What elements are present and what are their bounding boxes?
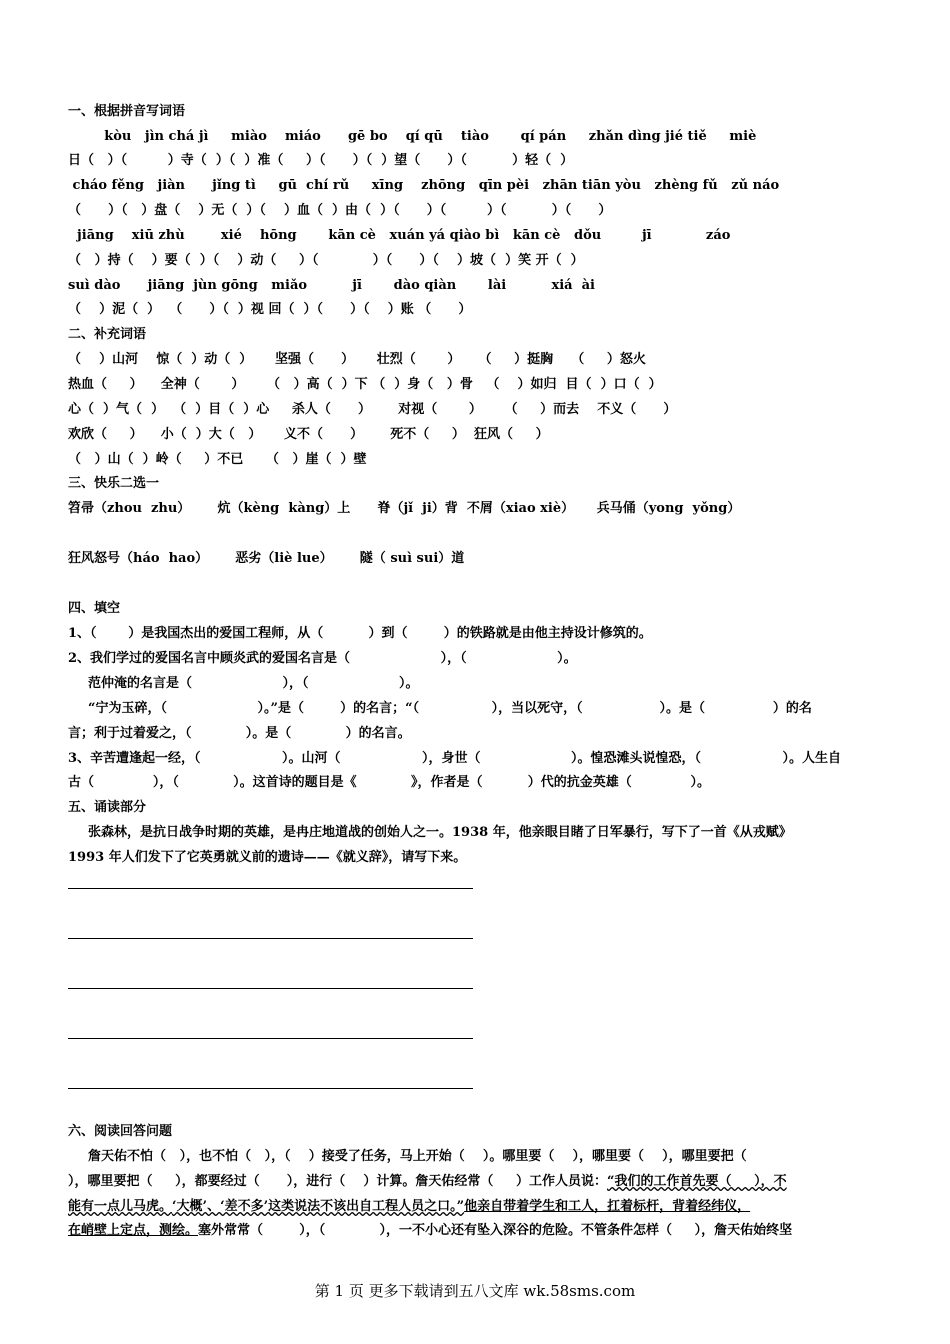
passage-line: 1993 年人们发下了它英勇就义前的遗诗——《就义辞》，请写下来。 [68,850,467,865]
section-4-title: 四、填空 [68,601,121,616]
answer-line[interactable] [68,1088,473,1089]
question-3-line: 古（ ），（ ）。这首诗的题目是《 》，作者是（ ）代的抗金英雄（ ）。 [68,775,711,790]
pinyin-line: cháo fěng jiàn jǐng tì gū chí rǔ xīng zhōng qīn pèi zhān tiān yòu zhèng fǔ zǔ náo [68,178,780,193]
question-1: 1、（ ）是我国杰出的爱国工程师，从（ ）到（ ）的铁路就是由他主持设计修筑的。 [68,626,652,641]
underlined-text: 他亲自带着学生和工人，扛着标杆，背着经纬仪， [464,1199,751,1214]
idiom-line: 心（ ）气（ ） （ ）目（ ）心 杀人（ ） 对视（ ） （ ）而去 不义（ ） [68,402,677,417]
answer-line[interactable] [68,938,473,939]
pinyin-line: suì dào jiāng jùn gōng miǎo jī dào qiàn lài xiá ài [68,278,595,293]
blank-line: （ ）（ ）盘（ ）无（ ）（ ）血（ ）由（ ）（ ）（ ）（ ）（ ） [68,203,612,218]
quoted-text: 能有一点儿马虎。 [68,1199,173,1214]
question-2-line: 范仲淹的名言是（ ），（ ）。 [88,676,419,691]
reading-line [68,1222,883,1240]
reading-text: 塞外常常（ ），（ ），一不小心还有坠入深谷的危险。不管条件怎样（ ），詹天佑始终坚 [198,1223,793,1238]
section-6-title: 六、阅读回答问题 [68,1124,173,1139]
reading-line: 詹天佑不怕（ ），也不怕（ ），（ ）接受了任务，马上开始（ ）。哪里要（ ），哪里要（ ），哪里要把（ [88,1149,747,1164]
answer-line[interactable] [68,988,473,989]
blank-line: 日（ ）（ ）寺（ ）（ ）准（ ）（ ）（ ）望（ ）（ ）轻（ ） [68,153,574,168]
answer-line[interactable] [68,888,473,889]
section-5-title: 五、诵读部分 [68,800,147,815]
section-2-title: 二、补充词语 [68,327,147,342]
choice-line: 笤帚（zhou zhu） 炕（kèng kàng）上 脊（jǐ ji）背 不屑（xiao xiè） 兵马俑（yong yǒng） [68,501,741,516]
underlined-text: 在峭壁上定点，测绘。 [68,1223,199,1238]
pinyin-line: jiāng xiū zhù xié hōng kān cè xuán yá qiào bì kān cè dǒu jī záo [68,228,731,243]
idiom-line: （ ）山河 惊（ ）动（ ） 坚强（ ） 壮烈（ ） （ ）挺胸 （ ）怒火 [68,352,646,367]
section-1-title: 一、根据拼音写词语 [68,104,186,119]
blank-line: （ ）泥（ ） （ ）（ ）视 回（ ）（ ）（ ）账 （ ） [68,302,472,317]
reading-text: ），哪里要把（ ），都要经过（ ），进行（ ）计算。詹天佑经常（ ）工作人员说： [68,1174,608,1189]
answer-line[interactable] [68,1038,473,1039]
pinyin-line: kòu jìn chá jì miào miáo gē bo qí qū tiào qí pán zhǎn dìng jié tiě miè [68,129,757,144]
quoted-text: “我们的工作首先要（ ），不 [607,1174,787,1189]
question-2-line: “宁为玉碎，（ ）。”是（ ）的名言；“（ ），当以死守，（ ）。是（ ）的名 [88,701,812,716]
idiom-line: 欢欣（ ） 小（ ）大（ ） 义不（ ） 死不（ ） 狂风（ ） [68,427,549,442]
question-3: 3、辛苦遭逢起一经，（ ）。山河（ ），身世（ ）。惶恐滩头说惶恐，（ ）。人生自 [68,751,841,766]
reading-line [68,1173,883,1191]
reading-line [68,1198,883,1216]
question-2: 2、我们学过的爱国名言中顾炎武的爱国名言是（ ），（ ）。 [68,651,577,666]
question-2-line: 言；利于过着爱之，（ ）。是（ ）的名言。 [68,726,411,741]
idiom-line: （ ）山（ ）岭（ ）不已 （ ）崖（ ）壁 [68,452,367,467]
passage-line: 张森林，是抗日战争时期的英雄，是冉庄地道战的创始人之一。1938 年，他亲眼目睹了日军暴行，写下了一首《从戎赋》 [88,825,792,840]
section-3-title: 三、快乐二选一 [68,476,160,491]
idiom-line: 热血（ ） 全神（ ） （ ）高（ ）下 （ ）身（ ）骨 （ ）如归 目（ ）口（ ） [68,377,662,392]
quoted-text: ‘大概’、‘差不多’这类说法不该出自工程人员之口。” [172,1199,465,1214]
page-footer: 第 1 页 更多下载请到五八文库 wk.58sms.com [314,1282,636,1300]
blank-line: （ ）持（ ）要（ ）（ ）动（ ）（ ）（ ）（ ）坡（ ）笑 开（ ） [68,253,584,268]
choice-line: 狂风怒号（háo hao） 恶劣（liè lue） 隧（ suì sui）道 [68,551,465,566]
